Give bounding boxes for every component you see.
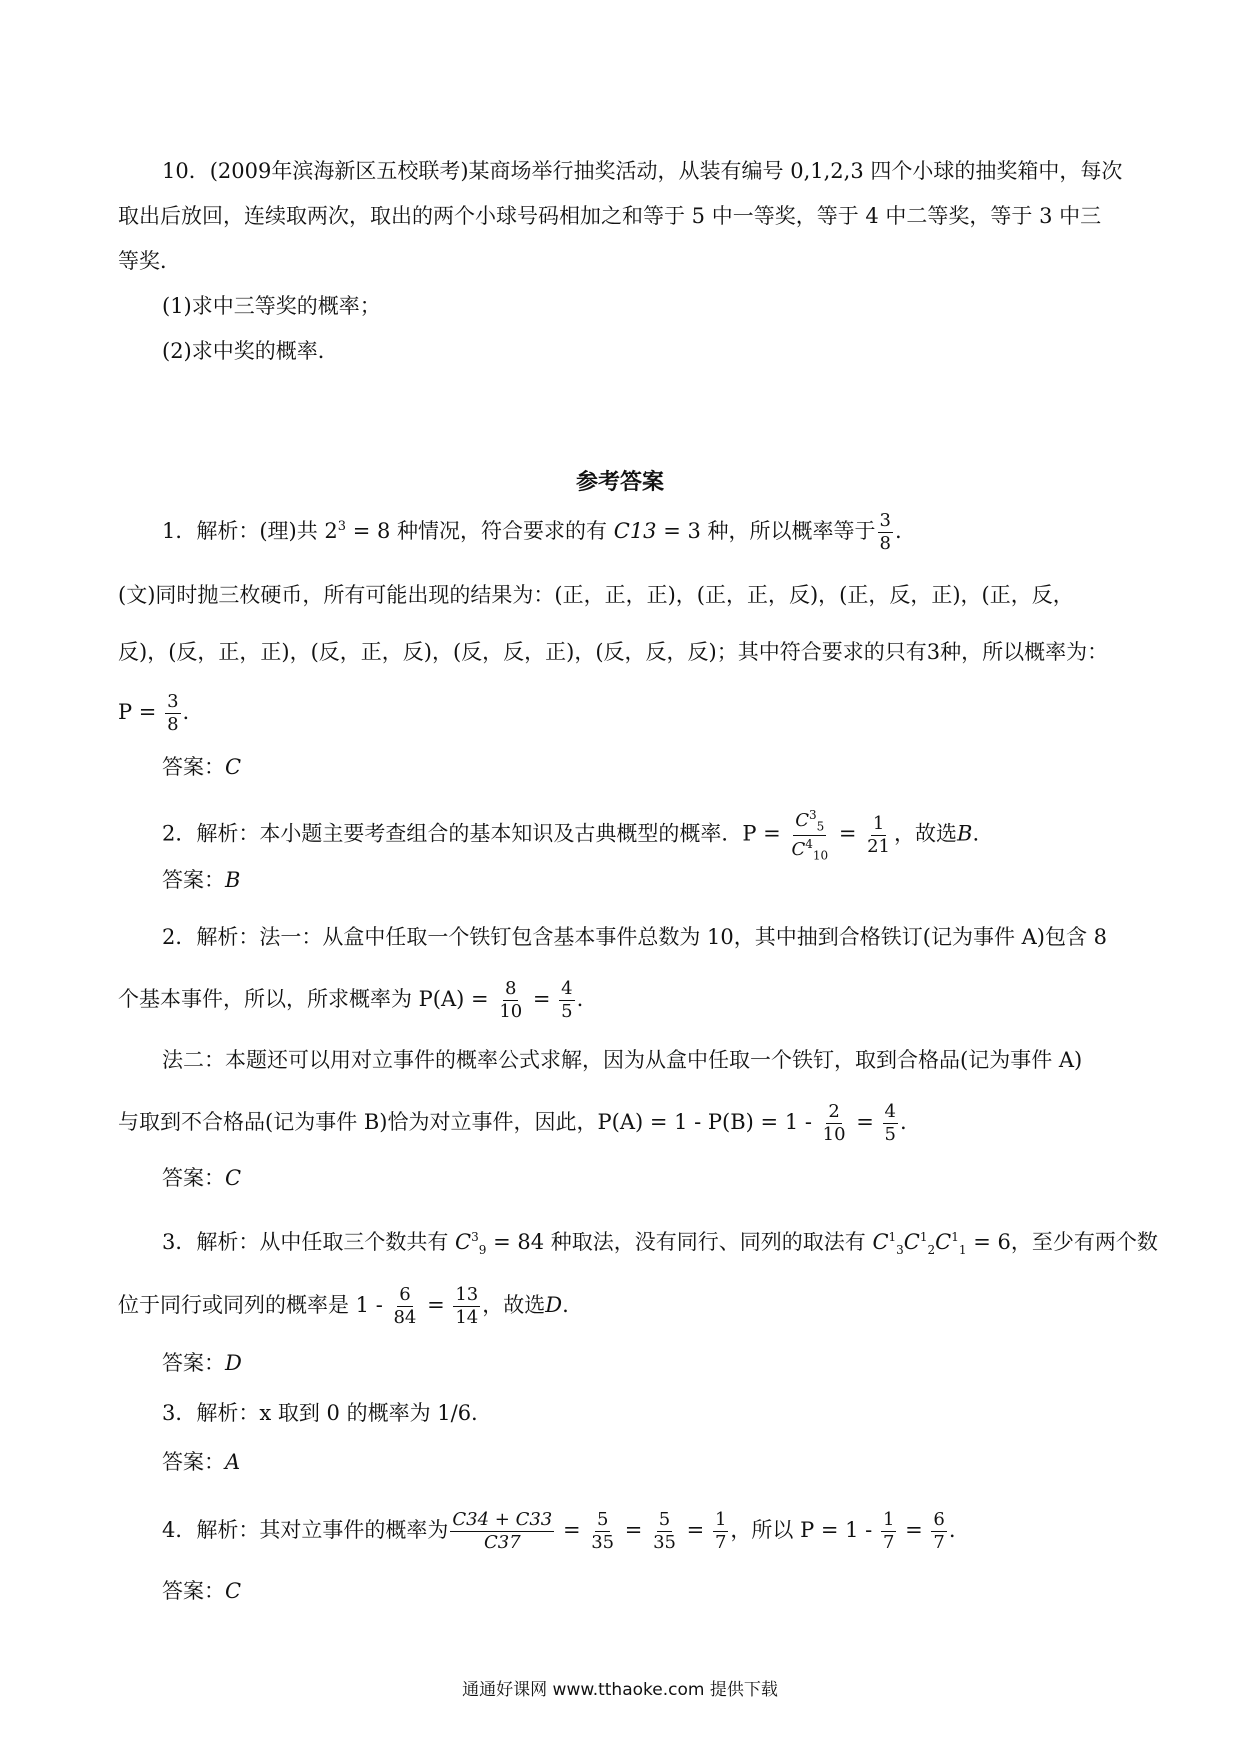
answer-3-mid: = 84 种取法，没有同行、同列的取法有 (486, 1230, 873, 1254)
fraction-numerator: C34 + C33 (452, 1509, 553, 1530)
fraction-denominator: 10 (499, 1001, 523, 1022)
answer-3-fraction-1 (391, 1286, 418, 1327)
comb-sub: 3 (896, 1243, 904, 1258)
answer-1-wen-p: P = (118, 700, 164, 724)
comb-symbol: C (455, 1230, 472, 1254)
answer-1-wen-line-2: 反)，(反，正，正)，(反，正，反)，(反，反，正)，(反，反，反)；其中符合要求的只有3种，所以概率为： (118, 640, 1109, 664)
answer-value: B (225, 868, 241, 892)
answer-2b-line-2 (118, 980, 583, 1021)
problem-10-question-2: (2)求中奖的概率． (162, 339, 339, 363)
answer-4-fraction-1 (450, 1511, 554, 1552)
answer-4-line (162, 1511, 956, 1552)
answer-2b-method-2-line-1: 法二：本题还可以用对立事件的概率公式求解，因为从盒中任取一个铁钉，取到合格品(记为事件 A) (162, 1048, 1083, 1072)
fraction-denominator: 35 (653, 1532, 676, 1553)
answer-2b-line-1: 2．解析：法一：从盒中任取一个铁钉包含基本事件总数为 10，其中抽到合格铁订(记为事件 A)包含 8 (162, 925, 1108, 949)
answer-2-pre: 2．解析：本小题主要考查组合的基本知识及古典概型的概率．P = (162, 821, 788, 846)
answer-3-result (162, 1348, 242, 1378)
answer-3-fraction-2 (453, 1286, 480, 1327)
equals-sign: = (420, 1293, 452, 1317)
fraction-denominator (789, 836, 830, 862)
answer-2b-method-2-pre: 与取到不合格品(记为事件 B)恰为对立事件，因此，P(A) = 1 - P(B) = 1 - (118, 1110, 819, 1134)
answer-4-result (162, 1576, 241, 1606)
answer-label: 答案： (162, 755, 225, 779)
comb-sup: 4 (805, 836, 813, 851)
fraction-numerator: 5 (658, 1509, 671, 1530)
fraction-denominator: 8 (879, 533, 891, 554)
comb-symbol: C (872, 1230, 889, 1254)
answer-3-line-2 (118, 1286, 569, 1327)
answer-value: A (225, 1450, 241, 1474)
fraction-denominator: 8 (167, 714, 179, 735)
answer-3b-result (162, 1447, 240, 1477)
answer-2b-result (162, 1163, 241, 1193)
fraction-numerator: 3 (879, 510, 891, 531)
fraction-denominator: 7 (933, 1532, 945, 1553)
equals-sign: = (556, 1518, 588, 1542)
problem-10-line-1: 10．(2009年滨海新区五校联考)某商场举行抽奖活动，从装有编号 0,1,2,3 四个小球的抽奖箱中，每次 (162, 159, 1123, 183)
answer-3b-line: 3．解析：x 取到 0 的概率为 1/6. (162, 1401, 478, 1425)
fraction-denominator: 7 (714, 1532, 727, 1553)
answer-1-wen-fraction (165, 693, 180, 734)
answer-2b-method-2-fraction-2 (883, 1103, 898, 1144)
fraction-denominator: 10 (822, 1124, 846, 1145)
answer-2b-method-2-end: . (899, 1110, 907, 1134)
fraction-denominator: 7 (882, 1532, 895, 1553)
answer-2-fraction-2 (865, 812, 892, 857)
answer-value: C (225, 1579, 242, 1603)
answer-4-mid: ，所以 P = 1 - (730, 1518, 879, 1542)
fraction-numerator: 5 (596, 1509, 609, 1530)
problem-10-line-2: 取出后放回，连续取两次，取出的两个小球号码相加之和等于 5 中一等奖，等于 4 中二等奖，等于 3 中三 (118, 204, 1102, 228)
answer-4-fraction-6 (931, 1511, 946, 1552)
fraction-numerator (793, 809, 826, 836)
comb-sup: 1 (951, 1230, 959, 1244)
equals-sign: = (679, 1518, 711, 1542)
fraction-numerator: 2 (828, 1101, 840, 1122)
answer-1-mid: = 8 种情况，符合要求的有 (346, 519, 614, 543)
fraction-denominator: 5 (561, 1001, 573, 1022)
answer-3-line-1 (162, 1222, 1158, 1265)
answer-2b-fraction-1 (497, 980, 524, 1021)
comb-symbol: C (795, 810, 810, 831)
answer-4-fraction-5 (881, 1511, 896, 1552)
answer-1-result (162, 752, 241, 782)
answer-3-line-2-post: ，故选 (482, 1293, 546, 1317)
comb-symbol: C (903, 1230, 920, 1254)
answer-value: C (225, 1166, 242, 1190)
answer-1-end: . (894, 519, 902, 543)
answer-value: C (225, 755, 242, 779)
equals-sign: = (832, 821, 864, 846)
answer-4-pre: 4．解析：其对立事件的概率为 (162, 1518, 449, 1542)
comb-sub: 5 (816, 819, 825, 834)
answer-2-post: ，故选 (894, 821, 957, 846)
page-footer: 通通好课网 www.tthaoke.com 提供下载 (462, 1680, 778, 1700)
answer-label: 答案： (162, 1351, 225, 1375)
fraction-numerator: 3 (167, 691, 179, 712)
answer-2-result (162, 865, 240, 895)
answer-2b-end: . (576, 987, 584, 1011)
answer-label: 答案： (162, 868, 225, 892)
answer-1-wen-line-1: (文)同时抛三枚硬币，所有可能出现的结果为：(正，正，正)，(正，正，反)，(正，反，正)，(正，反， (118, 583, 1074, 607)
comb-symbol: C (935, 1230, 952, 1254)
comb-c-9-3 (455, 1230, 487, 1258)
answer-3-end: . (562, 1293, 569, 1317)
comb-sub: 1 (958, 1243, 967, 1258)
fraction-denominator: 5 (884, 1124, 896, 1145)
fraction-denominator: 35 (591, 1532, 615, 1553)
comb-sup: 1 (888, 1230, 897, 1244)
answer-2-choice: B (957, 821, 973, 846)
comb-sub: 10 (812, 848, 829, 863)
answers-heading: 参考答案 (575, 469, 664, 495)
answer-1-comb: C13 (613, 519, 657, 543)
problem-10-line-3: 等奖． (118, 249, 181, 273)
comb-sup: 1 (919, 1230, 928, 1244)
comb-c-1-1 (935, 1230, 967, 1258)
answer-2-fraction-1 (789, 809, 830, 861)
comb-sub: 9 (478, 1243, 487, 1258)
answer-1-exponent: 3 (337, 519, 347, 534)
answer-2b-fraction-2 (559, 980, 574, 1021)
comb-sup: 3 (471, 1230, 479, 1244)
answer-2-end: . (972, 821, 980, 846)
comb-symbol: C (791, 838, 806, 860)
answer-3-line-2-pre: 位于同行或同列的概率是 1 - (118, 1293, 390, 1317)
equals-sign: = (618, 1518, 650, 1542)
equals-sign: = (849, 1110, 881, 1134)
answer-3-post: = 6，至少有两个数 (966, 1230, 1158, 1254)
answer-label: 答案： (162, 1450, 225, 1474)
answer-2b-line-2-pre: 个基本事件，所以，所求概率为 P(A) = (118, 987, 496, 1011)
answer-3-choice: D (545, 1293, 563, 1317)
answer-4-fraction-4 (713, 1511, 728, 1552)
answer-2b-method-2-line-2 (118, 1103, 907, 1144)
equals-sign: = (898, 1518, 930, 1542)
answer-label: 答案： (162, 1579, 225, 1603)
answer-2b-method-2-fraction-1 (821, 1103, 848, 1144)
comb-c-2-1 (903, 1230, 936, 1258)
fraction-numerator: 1 (872, 812, 885, 834)
comb-sub: 2 (927, 1243, 936, 1258)
answer-value: D (225, 1351, 242, 1375)
fraction-numerator: 13 (455, 1284, 479, 1305)
fraction-numerator: 1 (714, 1509, 727, 1530)
answer-1-wen-line-3 (118, 693, 189, 734)
answer-4-fraction-3 (651, 1511, 678, 1552)
answer-4-fraction-2 (589, 1511, 616, 1552)
equals-sign: = (526, 987, 558, 1011)
answer-3-pre: 3．解析：从中任取三个数共有 (162, 1230, 456, 1254)
answer-1-post: = 3 种，所以概率等于 (656, 519, 876, 543)
fraction-numerator: 4 (884, 1101, 896, 1122)
fraction-denominator: 21 (867, 835, 890, 857)
fraction-denominator: 84 (393, 1307, 417, 1328)
comb-c-3-1 (872, 1230, 904, 1258)
fraction-numerator: 6 (933, 1509, 945, 1530)
fraction-numerator: 4 (561, 978, 573, 999)
answer-2-line (162, 809, 979, 861)
answer-label: 答案： (162, 1166, 225, 1190)
comb-sup: 3 (809, 808, 817, 822)
fraction-denominator: C37 (483, 1532, 521, 1553)
fraction-numerator: 6 (399, 1284, 411, 1305)
answer-1-fraction (878, 512, 893, 553)
answer-1-wen-end: . (182, 700, 190, 724)
fraction-numerator: 8 (505, 978, 517, 999)
fraction-denominator: 14 (455, 1307, 479, 1328)
answer-4-end: . (948, 1518, 956, 1542)
problem-10-question-1: (1)求中三等奖的概率； (162, 294, 381, 318)
answer-1-pre: 1．解析：(理)共 2 (162, 519, 338, 543)
fraction-numerator: 1 (882, 1509, 895, 1530)
answer-1-line (162, 512, 902, 553)
